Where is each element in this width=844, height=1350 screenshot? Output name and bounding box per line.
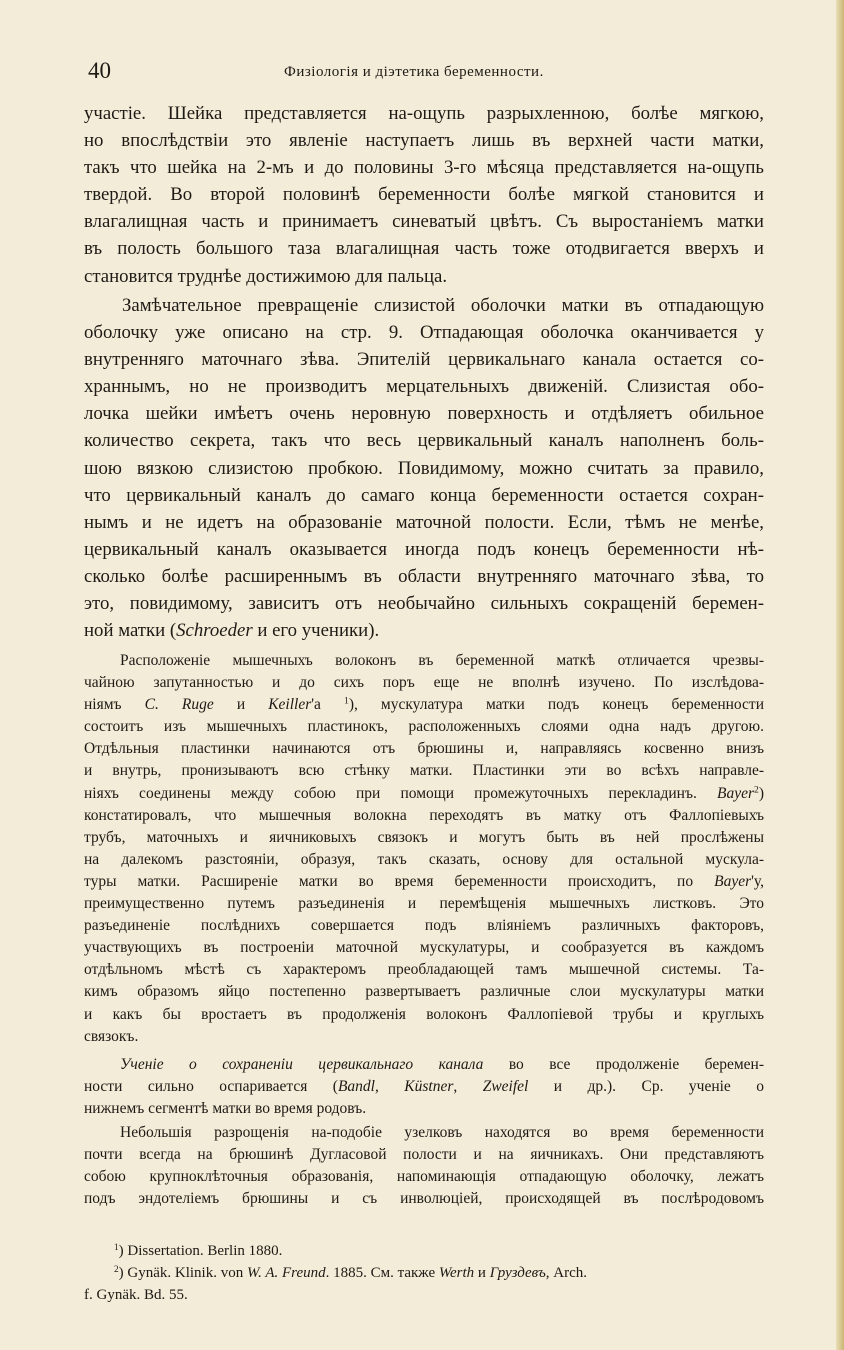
text-line: и какъ бы вростаетъ въ продолженія волоконъ Фаллопіевой трубы и круглыхъ <box>84 1005 764 1023</box>
text-fragment: ности сильно оспаривается ( <box>84 1078 338 1096</box>
author-name: Küstner <box>404 1078 454 1096</box>
text-fragment: ніямъ <box>84 696 145 714</box>
footnote-2 <box>84 1262 764 1284</box>
paragraph-2 <box>84 292 764 644</box>
text-line: преимущественно путемъ разъединенія и перемѣщенія мышечныхъ листковъ. Это <box>84 895 764 913</box>
text-line: Расположеніе мышечныхъ волоконъ въ беременной маткѣ отличается чрезвы- <box>120 652 764 669</box>
footnote-1 <box>84 1240 764 1262</box>
text-line <box>84 694 764 716</box>
text-line: участвующихъ въ построеніи маточной мускулатуры, и сообразуется въ каждомъ <box>84 939 764 957</box>
text-line <box>84 871 764 893</box>
text-fragment: ) <box>758 784 764 802</box>
text-line: состоитъ изъ мышечныхъ пластинокъ, расположенныхъ слоями одна надъ другою. <box>84 718 764 736</box>
text-line: Отдѣльныя пластинки начинаются отъ брюшины и, направляясь косвенно внизъ <box>84 740 764 758</box>
text-line: разъединеніе послѣднихъ совершается подъ вліяніемъ различныхъ факторовъ, <box>84 917 764 935</box>
footnote-text: ) Gynäk. Klinik. von <box>118 1265 247 1281</box>
footnote-2-continuation: f. Gynäk. Bd. 55. <box>84 1287 188 1303</box>
text-line: и внутрь, пронизываютъ всю стѣнку матки. Пластинки эти во всѣхъ направле- <box>84 762 764 780</box>
emphasis-text: Ученіе о сохраненіи цервикальнаго канала <box>120 1056 484 1073</box>
text-fragment: , <box>374 1078 405 1096</box>
page-edge <box>836 0 844 1350</box>
text-line: Замѣчательное превращеніе слизистой оболочки матки въ отпадающую <box>122 295 764 316</box>
small-paragraph-2 <box>84 1054 764 1120</box>
footnote-text: , Arch. <box>545 1265 587 1281</box>
text-line: почти всегда на брюшинѣ Дугласовой полости и на яичникахъ. Они представляютъ <box>84 1146 764 1164</box>
text-line: кимъ образомъ яйцо постепенно развертываетъ различные слои мускулатуры матки <box>84 983 764 1001</box>
text-line: въ полость большого таза влагалищная часть тоже отодвигается вверхъ и <box>84 238 764 260</box>
text-line: на далекомъ разстояніи, образуя, такъ сказать, основу для остальной мускула- <box>84 850 764 868</box>
text-line <box>84 783 764 805</box>
text-line: собою крупноклѣточныя образованія, напоминающія отпадающую оболочку, лежатъ <box>84 1168 764 1186</box>
text-fragment: и его ученики). <box>252 620 380 642</box>
text-line: чайною запутанностью и до сихъ поръ еще не вполнѣ изучено. По изслѣдова- <box>84 674 764 692</box>
text-line: Небольшія разрощенія на-подобіе узелковъ находятся во время беременности <box>120 1124 764 1141</box>
text-line <box>84 1076 764 1098</box>
text-fragment: ), мускулатура матки подъ конецъ беременности <box>348 696 764 714</box>
footnote-text: ) Dissertation. Berlin 1880. <box>118 1243 283 1259</box>
text-line: лочка шейки имѣетъ очень неровную поверхность и отдѣляетъ обильное <box>84 403 764 425</box>
footnote-text: и <box>474 1265 490 1281</box>
text-line <box>84 1054 764 1076</box>
footnotes <box>84 1240 764 1306</box>
author-name: C. Ruge <box>144 696 214 714</box>
text-line: влагалищная часть и принимаетъ синеватый цвѣтъ. Съ выростаніемъ матки <box>84 211 764 233</box>
page-header <box>88 58 748 88</box>
footnote-text: . 1885. См. также <box>325 1265 439 1281</box>
text-line: внутренняго маточнаго зѣва. Эпителій цервикальнаго канала остается со- <box>84 349 764 371</box>
author-name: Schroeder <box>176 620 253 642</box>
text-line: подъ эндотеліемъ брюшины и съ инволюціей, происходящей въ послѣродовомъ <box>84 1190 764 1208</box>
text-line: отдѣльномъ мѣстѣ съ характеромъ преобладающей тамъ мышечной системы. Та- <box>84 961 764 979</box>
text-line: оболочку уже описано на стр. 9. Отпадающая оболочка оканчивается у <box>84 322 764 344</box>
footnote-ref: 1 <box>344 695 349 707</box>
author-name: Werth <box>438 1265 475 1281</box>
author-name: Zweifel <box>482 1078 529 1096</box>
author-name: W. A. Freund <box>246 1265 326 1281</box>
footnote-mark: 1 <box>114 1242 119 1253</box>
text-fragment: ніяхъ соединены между собою при помощи промежуточныхъ перекладинъ. <box>84 784 718 802</box>
text-fragment: , <box>453 1078 483 1096</box>
paragraph-1 <box>84 100 764 290</box>
text-line: цервикальный каналъ оказывается иногда подъ конецъ беременности нѣ- <box>84 538 764 560</box>
text-line: констатировалъ, что мышечныя волокна переходятъ въ матку отъ Фаллопіевыхъ <box>84 806 764 824</box>
text-fragment: 'у, <box>751 872 764 890</box>
text-fragment: 'а <box>311 696 345 714</box>
text-line: что цервикальный каналъ до самаго конца беременности остается сохран- <box>84 484 764 506</box>
text-line: нымъ и не идетъ на образованіе маточной полости. Если, тѣмъ не менѣе, <box>84 511 764 533</box>
author-name: Bayer <box>714 872 752 890</box>
text-line: сколько болѣе расширеннымъ въ области внутренняго маточнаго зѣва, то <box>84 565 764 587</box>
text-line: связокъ. <box>84 1027 139 1045</box>
text-line: твердой. Во второй половинѣ беременности болѣе мягкой становится и <box>84 184 764 206</box>
author-name: Груздевъ <box>489 1265 546 1281</box>
footnote-mark: 2 <box>114 1264 119 1275</box>
footnote-ref: 2 <box>754 784 759 796</box>
text-fragment: во все продолженіе беремен- <box>483 1056 764 1073</box>
text-line: нижнемъ сегментѣ матки во время родовъ. <box>84 1100 367 1118</box>
author-name: Bayer <box>717 784 755 802</box>
text-line <box>84 617 764 644</box>
text-fragment: и <box>213 696 269 714</box>
text-line: это, повидимому, зависитъ отъ необычайно сильныхъ сокращеній беремен- <box>84 593 764 615</box>
text-line: храннымъ, но не производитъ мерцательныхъ движеній. Слизистая обо- <box>84 376 764 398</box>
text-fragment: и др.). Ср. ученіе о <box>528 1078 764 1096</box>
text-line: но впослѣдствіи это явленіе наступаетъ лишь въ верхней части матки, <box>84 130 764 152</box>
text-line: шою вязкою слизистою пробкою. Повидимому, можно считать за правило, <box>84 457 764 479</box>
text-line: такъ что шейка на 2-мъ и до половины 3-го мѣсяца представляется на-ощупь <box>84 157 764 179</box>
text-line: участіе. Шейка представляется на-ощупь разрыхленною, болѣе мягкою, <box>84 103 764 124</box>
text-fragment: ной матки ( <box>84 620 177 642</box>
author-name: Keiller <box>268 696 312 714</box>
author-name: Bandl <box>337 1078 375 1096</box>
page-number: 40 <box>88 58 111 83</box>
small-paragraph-3 <box>84 1122 764 1210</box>
text-fragment: туры матки. Расширеніе матки во время беременности происходитъ, по <box>84 872 715 890</box>
text-line: становится труднѣе достижимою для пальца. <box>84 265 448 287</box>
text-line: трубъ, маточныхъ и яичниковыхъ связокъ и могутъ быть въ ней прослѣжены <box>84 828 764 846</box>
text-line: количество секрета, такъ что весь цервикальный каналъ наполненъ боль- <box>84 430 764 452</box>
running-title: Физiологія и діэтетика беременности. <box>284 64 544 80</box>
small-paragraph-1 <box>84 650 764 1048</box>
